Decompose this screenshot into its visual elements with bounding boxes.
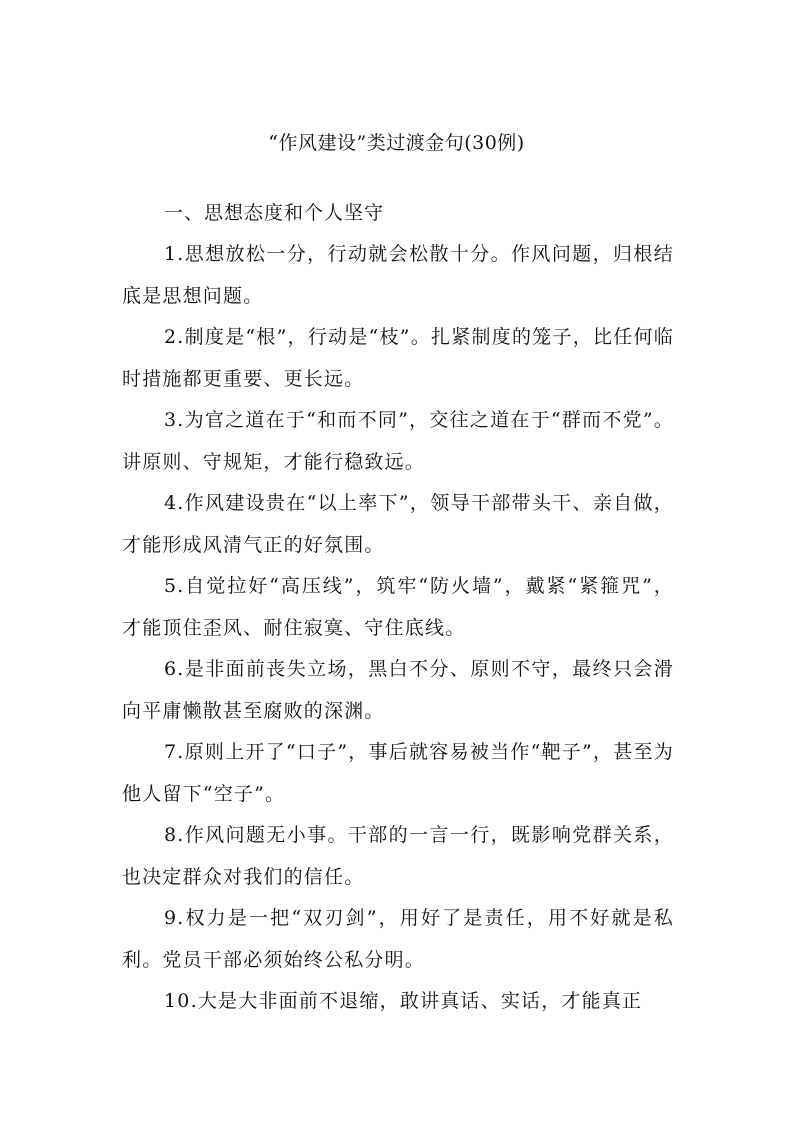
list-item: 7.原则上开了“口子”，事后就容易被当作“靶子”，甚至为他人留下“空子”。 — [122, 741, 674, 805]
item-list — [122, 234, 674, 1023]
list-item: 5.自觉拉好“高压线”，筑牢“防火墙”，戴紧“紧箍咒”，才能顶住歪风、耐住寂寞、守住底线。 — [122, 575, 674, 639]
list-item: 6.是非面前丧失立场，黑白不分、原则不守，最终只会滑向平庸懒散甚至腐败的深渊。 — [122, 658, 674, 722]
list-item: 2.制度是“根”，行动是“枝”。扎紧制度的笼子，比任何临时措施都更重要、更长远。 — [122, 326, 674, 390]
document-title: “作风建设”类过渡金句(30例) — [268, 132, 525, 154]
list-item: 3.为官之道在于“和而不同”，交往之道在于“群而不党”。讲原则、守规矩，才能行稳致远。 — [122, 409, 674, 473]
section-heading: 一、思想态度和个人坚守 — [164, 202, 385, 224]
list-item: 9.权力是一把“双刃剑”，用好了是责任，用不好就是私利。党员干部必须始终公私分明。 — [122, 907, 674, 971]
list-item: 8.作风问题无小事。干部的一言一行，既影响党群关系，也决定群众对我们的信任。 — [122, 824, 674, 888]
list-item: 4.作风建设贵在“以上率下”，领导干部带头干、亲自做，才能形成风清气正的好氛围。 — [122, 492, 674, 556]
list-item: 10.大是大非面前不退缩，敢讲真话、实话，才能真正 — [164, 990, 643, 1012]
list-item: 1.思想放松一分，行动就会松散十分。作风问题，归根结底是思想问题。 — [122, 243, 674, 307]
